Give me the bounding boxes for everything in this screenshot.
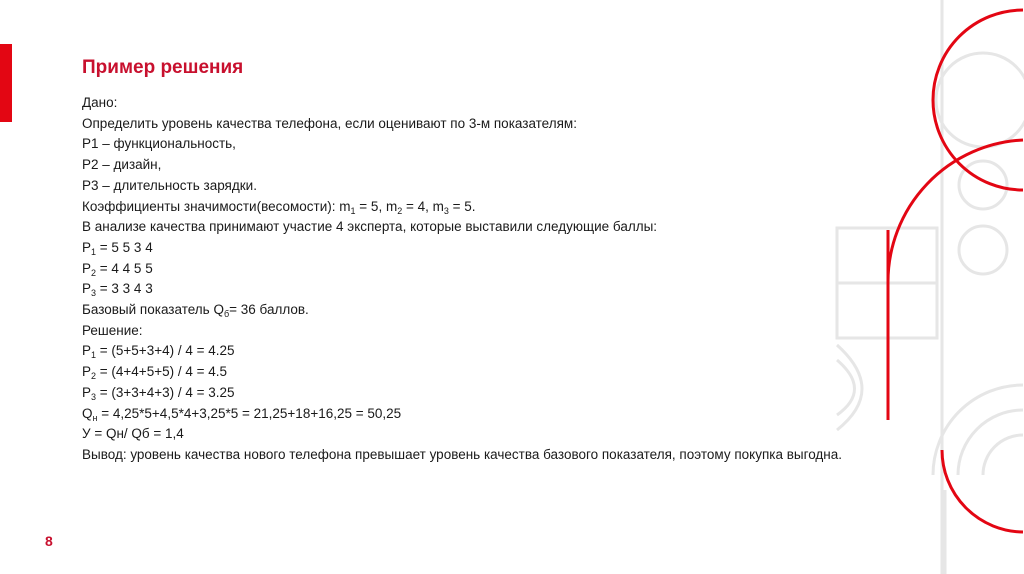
coefficients-line: Коэффициенты значимости(весомости): $m_1 = 5$, $m_2 = 4$, $m_3 = 5$. — [82, 198, 476, 216]
p2-definition: Р2 – дизайн, — [82, 157, 162, 173]
qn-line: $Q_н = 4,25*5+4,5*4+3,25*5 = 21,25+18+16,25 = 50,25$ — [82, 405, 402, 423]
accent-bar — [0, 44, 12, 122]
deco-red-arc — [888, 140, 1023, 282]
deco-gray-circle — [959, 226, 1007, 274]
page-number: 8 — [45, 533, 53, 549]
experts-text: В анализе качества принимают участие 4 эксперта, которые выставили следующие баллы: — [82, 219, 658, 235]
quality-level-line: У = Qн/ Qб = 1,4 — [82, 426, 184, 442]
deco-gray-arc — [837, 345, 862, 430]
result-line-p3: $P_3 = (3+3+4+3) / 4 = 3.25$ — [82, 384, 235, 402]
decorative-graphic — [820, 0, 1024, 574]
deco-gray-arc — [958, 410, 1023, 475]
task-text: Определить уровень качества телефона, если оценивают по 3-м показателям: — [82, 115, 577, 131]
deco-gray-arc — [837, 360, 855, 415]
given-label: Дано: — [82, 95, 118, 110]
slide-title: Пример решения — [82, 57, 244, 78]
solution-label: Решение: — [82, 322, 143, 338]
score-line-p1: $P_1 = 5$ 5 3 4 — [82, 239, 153, 257]
result-line-p2: $P_2 = (4+4+5+5) / 4 = 4.5$ — [82, 364, 228, 382]
slide-content — [82, 93, 942, 466]
deco-gray-arc — [983, 435, 1023, 475]
result-line-p1: $P_1 = (5+5+3+4) / 4 = 4.25$ — [82, 343, 235, 361]
base-indicator-line: Базовый показатель $Q_б= 36$ баллов. — [82, 302, 309, 320]
p1-definition: Р1 – функциональность, — [82, 136, 236, 152]
score-line-p3: $P_3 = 3$ 3 4 3 — [82, 281, 153, 299]
p3-definition: Р3 – длительность зарядки. — [82, 177, 257, 193]
conclusion-text: Вывод: уровень качества нового телефона превышает уровень качества базового показателя, поэтому покупка выгодна. — [82, 446, 843, 462]
deco-gray-circle — [936, 53, 1024, 147]
deco-red-arc — [942, 450, 1023, 532]
score-line-p2: $P_2 = 4$ 4 5 5 — [82, 260, 153, 278]
